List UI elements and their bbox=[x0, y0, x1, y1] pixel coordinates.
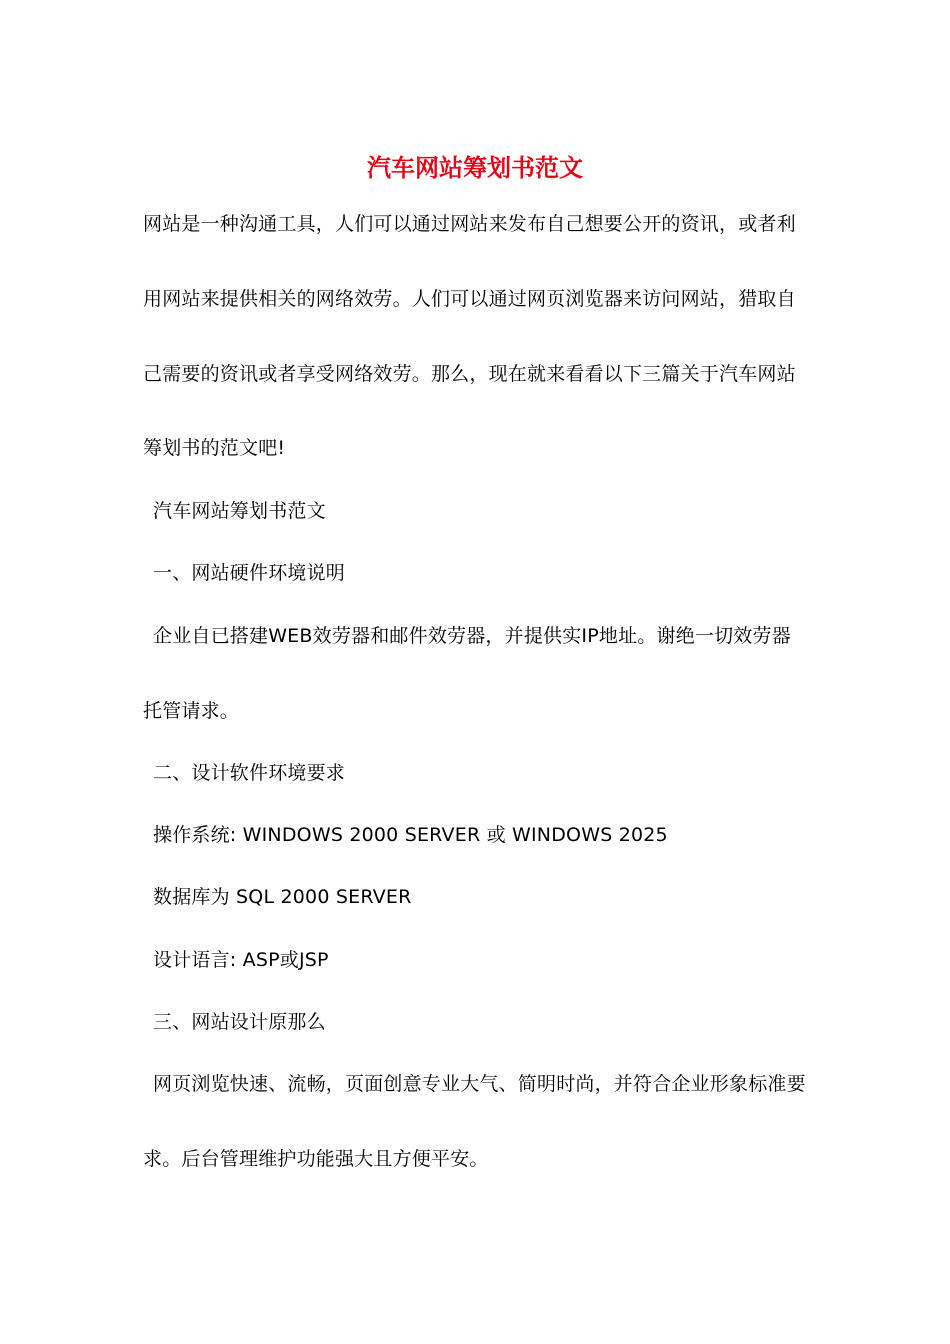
paragraph-line: 求。后台管理维护功能强大且方便平安。 bbox=[143, 1148, 489, 1170]
paragraph-line: 用网站来提供相关的网络效劳。人们可以通过网页浏览器来访问网站，猎取自 bbox=[143, 288, 796, 310]
paragraph-line: 网站是一种沟通工具，人们可以通过网站来发布自己想要公开的资讯，或者利 bbox=[143, 213, 796, 235]
paragraph-line: 托管请求。 bbox=[143, 700, 240, 722]
paragraph-line: 网页浏览快速、流畅，页面创意专业大气、简明时尚，并符合企业形象标准要 bbox=[153, 1073, 806, 1095]
requirement-line: 数据库为 SQL 2000 SERVER bbox=[153, 886, 412, 908]
requirement-line: 操作系统: WINDOWS 2000 SERVER 或 WINDOWS 2025 bbox=[153, 824, 668, 846]
section-heading: 二、设计软件环境要求 bbox=[153, 762, 346, 784]
requirement-line: 设计语言: ASP或JSP bbox=[153, 949, 329, 971]
paragraph-line: 筹划书的范文吧! bbox=[143, 437, 286, 459]
paragraph-line: 己需要的资讯或者享受网络效劳。那么，现在就来看看以下三篇关于汽车网站 bbox=[143, 363, 796, 385]
section-title: 汽车网站筹划书范文 bbox=[153, 500, 326, 522]
paragraph-line: 企业自已搭建WEB效劳器和邮件效劳器，并提供实IP地址。谢绝一切效劳器 bbox=[153, 625, 791, 647]
document-title: 汽车网站筹划书范文 bbox=[367, 153, 583, 182]
section-heading: 一、网站硬件环境说明 bbox=[153, 562, 346, 584]
section-heading: 三、网站设计原那么 bbox=[153, 1011, 326, 1033]
